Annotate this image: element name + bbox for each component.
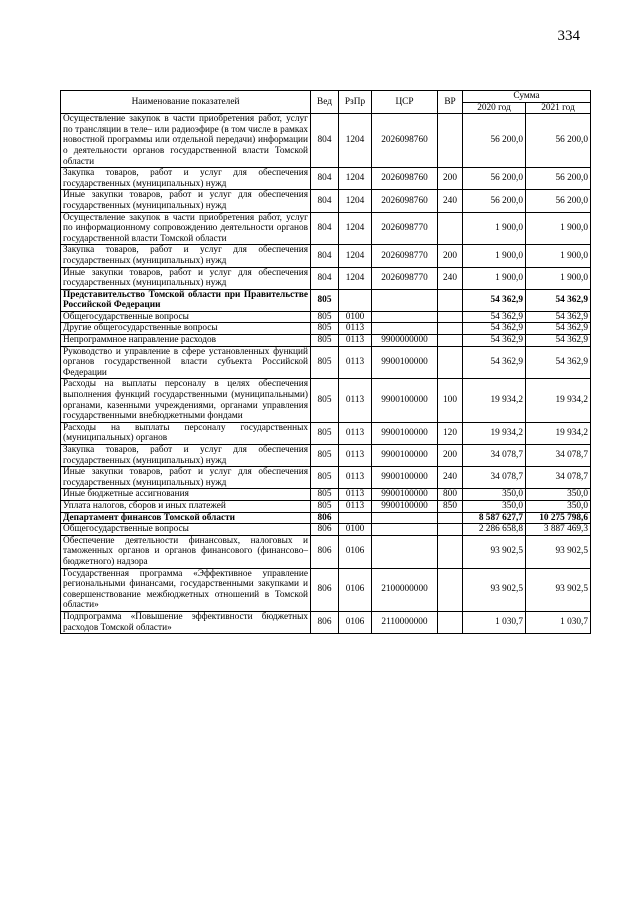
- row-amount-2021-cell: 93 902,5: [526, 535, 591, 568]
- row-csr-cell: 9900100000: [372, 500, 438, 512]
- row-amount-2020-cell: 350,0: [463, 489, 526, 501]
- row-amount-2020-cell: 54 362,9: [463, 335, 526, 347]
- row-csr-cell: 2026098760: [372, 190, 438, 212]
- row-rzpr-cell: 0113: [339, 445, 372, 467]
- table-row: [61, 323, 591, 335]
- row-ved-cell: 804: [311, 168, 339, 190]
- row-amount-2020-cell: 34 078,7: [463, 445, 526, 467]
- row-amount-2020-cell: 1 900,0: [463, 212, 526, 245]
- row-ved-cell: 804: [311, 190, 339, 212]
- row-amount-2020-cell: 93 902,5: [463, 568, 526, 611]
- row-name-cell: Непрограммное направление расходов: [61, 335, 311, 347]
- row-vr-cell: 200: [438, 168, 463, 190]
- row-name-cell: Иные бюджетные ассигнования: [61, 489, 311, 501]
- header-year-2021: 2021 год: [526, 102, 591, 114]
- row-csr-cell: [372, 524, 438, 536]
- row-name-cell: Уплата налогов, сборов и иных платежей: [61, 500, 311, 512]
- row-name-cell: Закупка товаров, работ и услуг для обеспечения государственных (муниципальных) нужд: [61, 168, 311, 190]
- row-ved-cell: 805: [311, 335, 339, 347]
- table-row: [61, 311, 591, 323]
- row-name-cell: Иные закупки товаров, работ и услуг для обеспечения государственных (муниципальных) нужд: [61, 267, 311, 289]
- row-csr-cell: [372, 535, 438, 568]
- row-rzpr-cell: 1204: [339, 168, 372, 190]
- row-name-cell: Руководство и управление в сфере установленных функций органов государственной власти субъекта Российской Федерации: [61, 346, 311, 379]
- row-ved-cell: 806: [311, 524, 339, 536]
- row-vr-cell: [438, 323, 463, 335]
- row-rzpr-cell: 0100: [339, 311, 372, 323]
- table-header: [61, 91, 591, 114]
- row-name-cell: Обеспечение деятельности финансовых, налоговых и таможенных органов и органов финансового (финансово–бюджетного) надзора: [61, 535, 311, 568]
- row-amount-2021-cell: 19 934,2: [526, 379, 591, 422]
- row-vr-cell: 800: [438, 489, 463, 501]
- row-ved-cell: 805: [311, 422, 339, 444]
- row-rzpr-cell: 0113: [339, 323, 372, 335]
- row-amount-2020-cell: 54 362,9: [463, 311, 526, 323]
- page-number: 334: [557, 28, 580, 44]
- row-amount-2020-cell: 2 286 658,8: [463, 524, 526, 536]
- header-rzpr: РзПр: [339, 91, 372, 114]
- row-vr-cell: 240: [438, 190, 463, 212]
- row-rzpr-cell: 0113: [339, 335, 372, 347]
- row-csr-cell: 9900100000: [372, 422, 438, 444]
- row-ved-cell: 804: [311, 267, 339, 289]
- row-vr-cell: 100: [438, 379, 463, 422]
- row-csr-cell: 9900100000: [372, 489, 438, 501]
- row-csr-cell: [372, 311, 438, 323]
- row-amount-2020-cell: 19 934,2: [463, 379, 526, 422]
- row-ved-cell: 805: [311, 346, 339, 379]
- row-csr-cell: 9900100000: [372, 346, 438, 379]
- row-amount-2021-cell: 1 900,0: [526, 212, 591, 245]
- row-ved-cell: 804: [311, 245, 339, 267]
- header-year-2020: 2020 год: [463, 102, 526, 114]
- row-csr-cell: 2110000000: [372, 611, 438, 633]
- row-name-cell: Закупка товаров, работ и услуг для обеспечения государственных (муниципальных) нужд: [61, 245, 311, 267]
- row-amount-2021-cell: 350,0: [526, 500, 591, 512]
- header-vr: ВР: [438, 91, 463, 114]
- row-name-cell: Государственная программа «Эффективное управление региональными финансами, государственными закупками и совершенствование межбюджетных отношений в Томской области»: [61, 568, 311, 611]
- row-amount-2021-cell: 34 078,7: [526, 467, 591, 489]
- row-amount-2021-cell: 1 030,7: [526, 611, 591, 633]
- row-amount-2020-cell: 56 200,0: [463, 114, 526, 168]
- row-name-cell: Расходы на выплаты персоналу в целях обеспечения выполнения функций государственными (муниципальными) органами, казенными учреждениями, органами управления государственными внебюджетными фондами: [61, 379, 311, 422]
- table-row: [61, 467, 591, 489]
- row-vr-cell: 200: [438, 445, 463, 467]
- table-row: [61, 335, 591, 347]
- row-csr-cell: [372, 512, 438, 524]
- row-vr-cell: [438, 212, 463, 245]
- row-amount-2020-cell: 93 902,5: [463, 535, 526, 568]
- row-rzpr-cell: 0106: [339, 611, 372, 633]
- row-amount-2020-cell: 54 362,9: [463, 323, 526, 335]
- table-row: [61, 190, 591, 212]
- row-amount-2020-cell: 1 900,0: [463, 267, 526, 289]
- row-vr-cell: [438, 114, 463, 168]
- row-ved-cell: 804: [311, 114, 339, 168]
- row-vr-cell: 240: [438, 467, 463, 489]
- row-amount-2020-cell: 1 030,7: [463, 611, 526, 633]
- row-amount-2021-cell: 350,0: [526, 489, 591, 501]
- row-ved-cell: 805: [311, 467, 339, 489]
- row-ved-cell: 806: [311, 512, 339, 524]
- row-rzpr-cell: 0113: [339, 500, 372, 512]
- row-vr-cell: 200: [438, 245, 463, 267]
- row-amount-2021-cell: 56 200,0: [526, 168, 591, 190]
- row-rzpr-cell: 1204: [339, 190, 372, 212]
- row-amount-2021-cell: 56 200,0: [526, 114, 591, 168]
- row-name-cell: Общегосударственные вопросы: [61, 524, 311, 536]
- row-amount-2020-cell: 350,0: [463, 500, 526, 512]
- row-amount-2020-cell: 19 934,2: [463, 422, 526, 444]
- row-vr-cell: [438, 512, 463, 524]
- row-csr-cell: 2100000000: [372, 568, 438, 611]
- row-vr-cell: 850: [438, 500, 463, 512]
- table-row: [61, 267, 591, 289]
- row-csr-cell: 2026098770: [372, 245, 438, 267]
- table-row: [61, 611, 591, 633]
- row-ved-cell: 806: [311, 535, 339, 568]
- row-rzpr-cell: 0100: [339, 524, 372, 536]
- table-row: [61, 489, 591, 501]
- row-amount-2021-cell: 19 934,2: [526, 422, 591, 444]
- table-row: [61, 245, 591, 267]
- row-name-cell: Закупка товаров, работ и услуг для обеспечения государственных (муниципальных) нужд: [61, 445, 311, 467]
- row-name-cell: Иные закупки товаров, работ и услуг для обеспечения государственных (муниципальных) нужд: [61, 190, 311, 212]
- header-ved: Вед: [311, 91, 339, 114]
- row-name-cell: Осуществление закупок в части приобретения работ, услуг по информационному сопровождению деятельности органов государственной власти Томской области: [61, 212, 311, 245]
- row-rzpr-cell: 0113: [339, 346, 372, 379]
- row-name-cell: Другие общегосударственные вопросы: [61, 323, 311, 335]
- row-ved-cell: 805: [311, 500, 339, 512]
- row-csr-cell: 9900100000: [372, 445, 438, 467]
- row-rzpr-cell: 0113: [339, 467, 372, 489]
- row-name-cell: Расходы на выплаты персоналу государственных (муниципальных) органов: [61, 422, 311, 444]
- table-row: [61, 379, 591, 422]
- row-amount-2021-cell: 54 362,9: [526, 289, 591, 311]
- row-vr-cell: [438, 311, 463, 323]
- row-amount-2020-cell: 56 200,0: [463, 168, 526, 190]
- row-amount-2021-cell: 54 362,9: [526, 323, 591, 335]
- row-ved-cell: 805: [311, 323, 339, 335]
- table-row: [61, 289, 591, 311]
- table-row: [61, 212, 591, 245]
- row-csr-cell: [372, 323, 438, 335]
- row-name-cell: Общегосударственные вопросы: [61, 311, 311, 323]
- row-ved-cell: 805: [311, 445, 339, 467]
- row-csr-cell: 2026098760: [372, 114, 438, 168]
- table-row: [61, 568, 591, 611]
- header-sum: Сумма: [463, 91, 591, 103]
- row-vr-cell: [438, 335, 463, 347]
- row-rzpr-cell: 0106: [339, 535, 372, 568]
- row-amount-2020-cell: 56 200,0: [463, 190, 526, 212]
- row-rzpr-cell: [339, 512, 372, 524]
- row-name-cell: Департамент финансов Томской области: [61, 512, 311, 524]
- row-rzpr-cell: 0113: [339, 379, 372, 422]
- row-vr-cell: [438, 611, 463, 633]
- row-csr-cell: 2026098770: [372, 267, 438, 289]
- row-name-cell: Представительство Томской области при Правительстве Российской Федерации: [61, 289, 311, 311]
- header-csr: ЦСР: [372, 91, 438, 114]
- row-rzpr-cell: 1204: [339, 212, 372, 245]
- row-rzpr-cell: 1204: [339, 245, 372, 267]
- row-csr-cell: 2026098760: [372, 168, 438, 190]
- table-row: [61, 512, 591, 524]
- row-rzpr-cell: 0113: [339, 422, 372, 444]
- row-rzpr-cell: 0106: [339, 568, 372, 611]
- row-csr-cell: 9900100000: [372, 467, 438, 489]
- row-vr-cell: [438, 346, 463, 379]
- row-vr-cell: [438, 289, 463, 311]
- table-body: [61, 114, 591, 634]
- row-vr-cell: [438, 568, 463, 611]
- row-name-cell: Подпрограмма «Повышение эффективности бюджетных расходов Томской области»: [61, 611, 311, 633]
- row-vr-cell: [438, 524, 463, 536]
- row-amount-2021-cell: 54 362,9: [526, 335, 591, 347]
- row-ved-cell: 805: [311, 489, 339, 501]
- row-ved-cell: 805: [311, 311, 339, 323]
- row-rzpr-cell: 1204: [339, 267, 372, 289]
- row-ved-cell: 805: [311, 379, 339, 422]
- table-row: [61, 346, 591, 379]
- row-amount-2020-cell: 8 587 627,7: [463, 512, 526, 524]
- table-row: [61, 500, 591, 512]
- row-vr-cell: [438, 535, 463, 568]
- row-amount-2021-cell: 1 900,0: [526, 245, 591, 267]
- row-ved-cell: 805: [311, 289, 339, 311]
- row-amount-2020-cell: 1 900,0: [463, 245, 526, 267]
- row-amount-2021-cell: 93 902,5: [526, 568, 591, 611]
- row-name-cell: Осуществление закупок в части приобретения работ, услуг по трансляции в теле– или радиоэфире (в том числе в рамках новостной программы или отдельной передачи) информации о деятельности органов государственной власти Томской области: [61, 114, 311, 168]
- row-amount-2020-cell: 54 362,9: [463, 289, 526, 311]
- budget-table: [60, 90, 591, 634]
- table-row: [61, 445, 591, 467]
- row-csr-cell: 9900000000: [372, 335, 438, 347]
- row-ved-cell: 806: [311, 611, 339, 633]
- row-rzpr-cell: 1204: [339, 114, 372, 168]
- row-ved-cell: 804: [311, 212, 339, 245]
- row-name-cell: Иные закупки товаров, работ и услуг для обеспечения государственных (муниципальных) нужд: [61, 467, 311, 489]
- row-csr-cell: 9900100000: [372, 379, 438, 422]
- table-row: [61, 422, 591, 444]
- row-amount-2021-cell: 34 078,7: [526, 445, 591, 467]
- row-csr-cell: [372, 289, 438, 311]
- row-amount-2021-cell: 1 900,0: [526, 267, 591, 289]
- row-amount-2020-cell: 34 078,7: [463, 467, 526, 489]
- row-vr-cell: 240: [438, 267, 463, 289]
- row-amount-2021-cell: 54 362,9: [526, 311, 591, 323]
- row-amount-2020-cell: 54 362,9: [463, 346, 526, 379]
- row-amount-2021-cell: 3 887 469,3: [526, 524, 591, 536]
- table-row: [61, 524, 591, 536]
- row-amount-2021-cell: 56 200,0: [526, 190, 591, 212]
- row-rzpr-cell: [339, 289, 372, 311]
- row-ved-cell: 806: [311, 568, 339, 611]
- header-name: Наименование показателей: [61, 91, 311, 114]
- row-amount-2021-cell: 10 275 798,6: [526, 512, 591, 524]
- table-row: [61, 168, 591, 190]
- row-amount-2021-cell: 54 362,9: [526, 346, 591, 379]
- row-vr-cell: 120: [438, 422, 463, 444]
- row-csr-cell: 2026098770: [372, 212, 438, 245]
- table-row: [61, 114, 591, 168]
- table-row: [61, 535, 591, 568]
- row-rzpr-cell: 0113: [339, 489, 372, 501]
